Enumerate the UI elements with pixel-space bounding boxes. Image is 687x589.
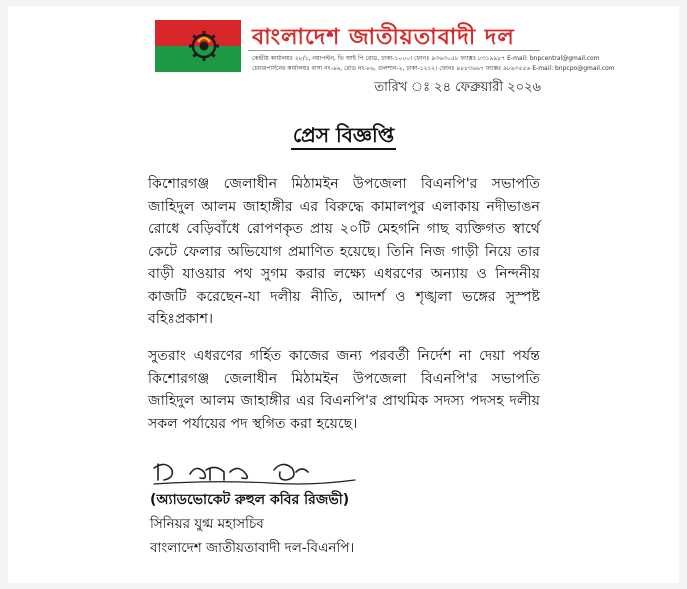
- party-flag-logo: [155, 20, 241, 72]
- page-title: [0, 121, 687, 154]
- page-frame-left: [0, 0, 8, 589]
- signatory-name: (অ্যাডভোকেট রুহুল কবির রিজভী): [150, 492, 350, 508]
- handwritten-signature: [150, 450, 360, 490]
- page-frame-top: [0, 0, 687, 6]
- flag-emblem: [189, 31, 219, 61]
- page-frame-bottom: [0, 583, 687, 589]
- party-name-heading: বাংলাদেশ জাতীয়তাবাদী দল: [252, 25, 515, 50]
- page-frame-right: [679, 0, 687, 589]
- central-office-address: কেন্দ্রীয় কার্যালয়ঃ ২৮/১, নয়াপল্টন, ভি আই পি রোড, ঢাকা-১০০০। ফোনঃ ৯৩৬৩০৫৮ ফ্যাক্সঃ ৮৩১৯৯৮৭ E-mail: bnpcentral@gmail.com: [252, 55, 600, 62]
- flag-green-band: [155, 46, 241, 72]
- signatory-designation: সিনিয়র যুগ্ম মহাসচিব: [150, 516, 264, 532]
- body-paragraph-1: কিশোরগঞ্জ জেলাধীন মিঠামইন উপজেলা বিএনপি'র সভাপতি জাহিদুল আলম জাহাঙ্গীর এর বিরুদ্ধে কামালপুর এলাকায় নদীভাঙন রোধে বেড়িবাঁধে রোপণকৃত প্রায় ২০টি মেহগনি গাছ ব্যক্তিগত স্বার্থে কেটে ফেলার অভিযোগ প্রমাণিত হয়েছে। তিনি নিজ গাড়ী নিয়ে তার বাড়ী যাওয়ার পথ সুগম করার লক্ষ্যে এধরণের অন্যায় ও নিন্দনীয় কাজটি করেছেন-যা দলীয় নীতি, আদর্শ ও শৃঙ্খলা ভঙ্গের সুস্পষ্ট বহিঃপ্রকাশ।: [148, 176, 540, 327]
- date-line: তারিখ ঃ ২৪ ফেব্রুয়ারী ২০২৬: [374, 80, 541, 95]
- letterhead-divider: [248, 50, 540, 51]
- chairperson-office-address: চেয়ারপার্সনের কার্যালয়ঃ বাসা নং-৬৬, রোড নং-৮৬, গুলশান-২, ঢাকা-১২১২। ফোনঃ ৯৮৮৩৬৬৭ ফ্যাক্সঃ ৯৮৯৩৫৫৬ E-mail: bnpcpo@gmail.com: [252, 65, 615, 72]
- signatory-organization: বাংলাদেশ জাতীয়তাবাদী দল-বিএনপি।: [150, 540, 355, 556]
- body-paragraph-2: সুতরাং এধরণের গর্হিত কাজের জন্য পরবর্তী নির্দেশ না দেয়া পর্যন্ত কিশোরগঞ্জ জেলাধীন মিঠামইন উপজেলা বিএনপি'র সভাপতি জাহিদুল আলম জাহাঙ্গীর এর বিএনপি'র প্রাথমিক সদস্য পদসহ দলীয় সকল পর্যায়ের পদ স্থগিত করা হয়েছে।: [148, 348, 540, 432]
- flag-red-band: [155, 20, 241, 46]
- press-release-title: প্রেস বিজ্ঞপ্তি: [291, 123, 396, 150]
